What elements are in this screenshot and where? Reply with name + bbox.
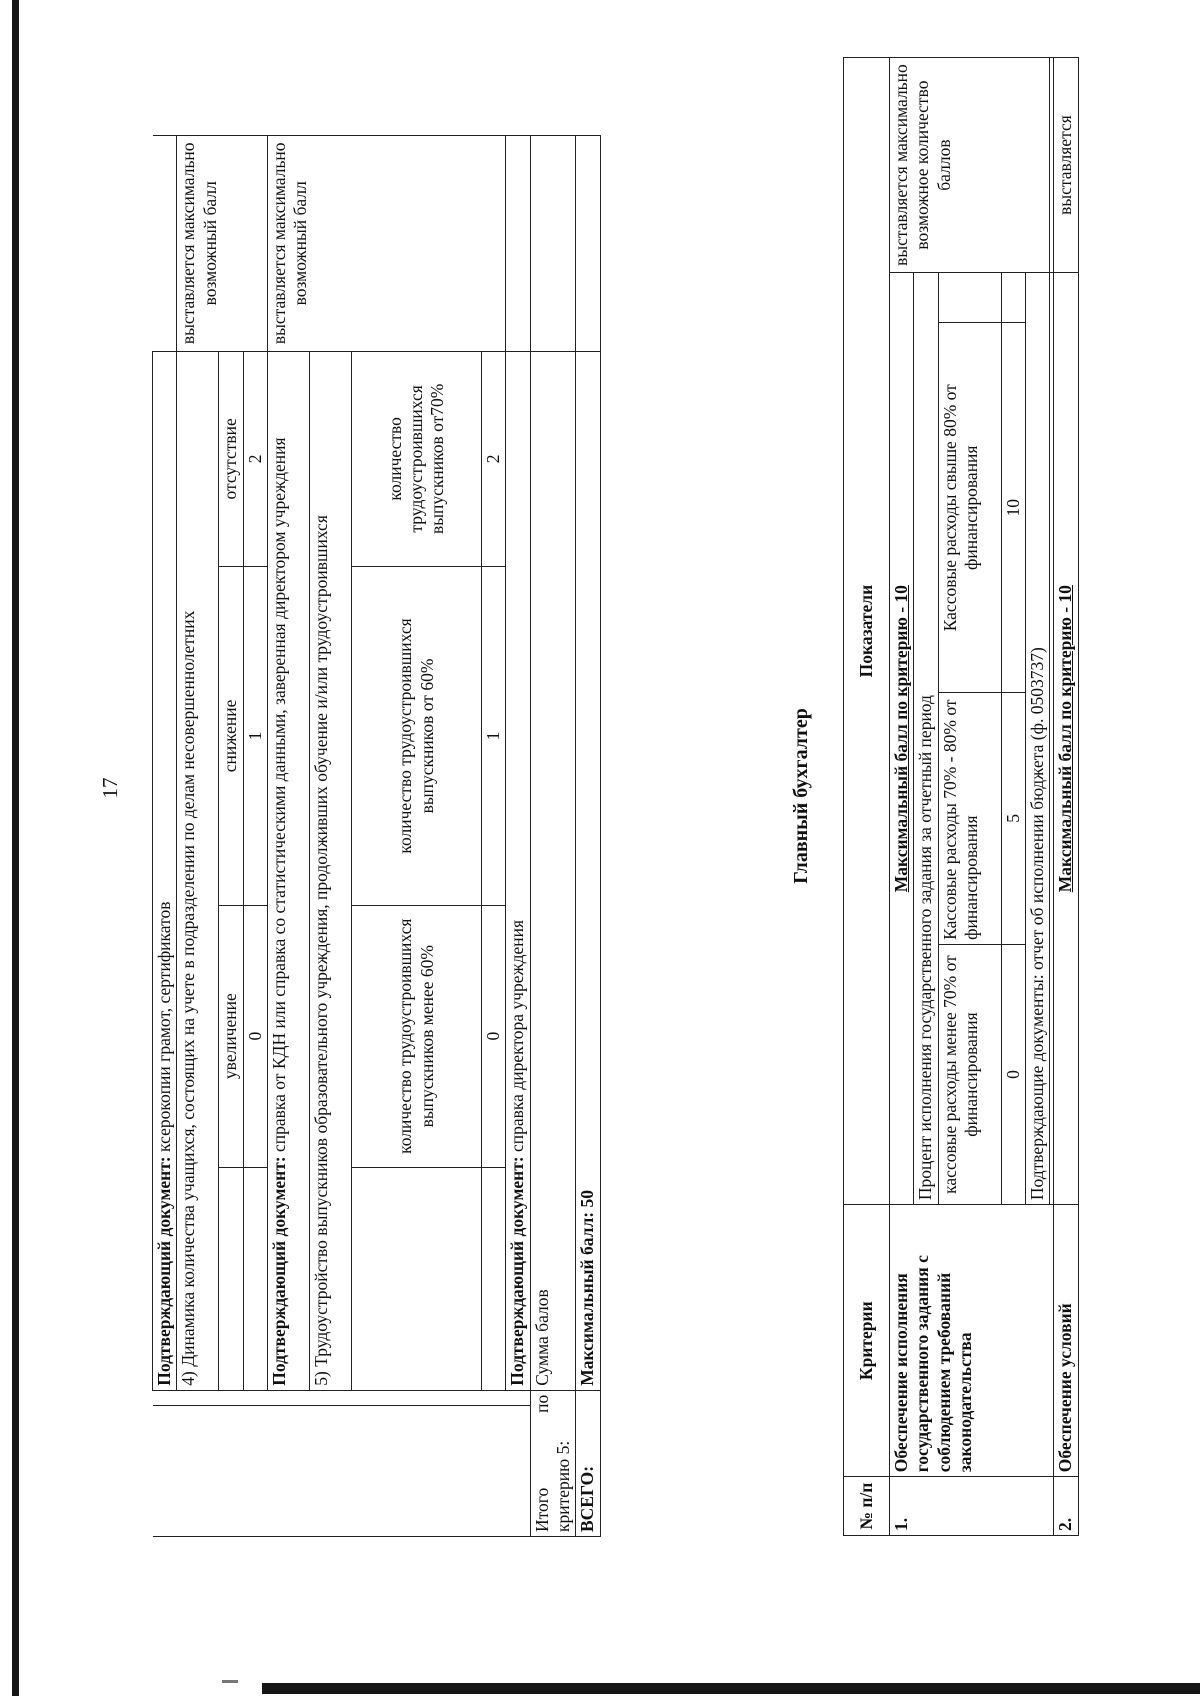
row2-max-score: Максимальный балл по критерию - 10: [1054, 273, 1078, 1205]
confirm-text: ксерокопии грамот, сертификатов: [154, 901, 174, 1152]
confirm-label: Подтверждающий документ:: [154, 1156, 174, 1386]
header-criteria: Критерии: [844, 1205, 890, 1477]
confirm-text: справка от КДН или справка со статистическими данными, заверенная директором учреждения: [269, 437, 290, 1152]
row1-indicator-text: Процент исполнения государственного задания за отчетный период: [914, 273, 938, 1205]
crit5-score: 2: [482, 351, 506, 567]
header-indicators: Показатели: [844, 58, 890, 1205]
row2-num: 2.: [1054, 1477, 1078, 1536]
confirm-text: справка директора учреждения: [507, 919, 528, 1152]
page-number: 17: [98, 777, 122, 799]
row-crit4-text: [177, 136, 219, 1537]
header-num: № п/п: [844, 1477, 890, 1536]
total-text: Сумма балов: [530, 351, 576, 1390]
row1-score: 5: [1001, 692, 1025, 944]
row-confirm-director: [506, 136, 530, 1537]
row1-note: выставляется максимально возможное количество баллов: [890, 58, 1050, 273]
crit5-score: 1: [482, 567, 506, 906]
evaluation-table-bottom: [843, 57, 1079, 1536]
row-confirm-copies: [153, 136, 177, 1537]
crit4-note: выставляется максимально возможный балл: [177, 136, 268, 352]
grand-text: Максимальный балл: 50: [576, 351, 600, 1390]
confirm-label: Подтверждающий документ:: [507, 1156, 528, 1386]
confirm-copies-cell: [153, 351, 177, 1390]
crit5-option: количество трудоустроившихся выпускников менее 60%: [352, 905, 482, 1167]
crit4-option: снижение: [219, 567, 243, 906]
row1-confirm-text: Подтверждающие документы: отчет об исполнении бюджета (ф. 0503737): [1026, 273, 1050, 1205]
row2: [1054, 58, 1078, 1536]
row1-max-score: Максимальный балл по критерию - 10: [890, 273, 914, 1205]
confirm-director-cell: [506, 351, 530, 1390]
row1-option: Кассовые расходы 70% - 80% от финансирования: [938, 692, 1001, 944]
total-label: Итого по критерию 5:: [530, 1390, 576, 1536]
row2-criterion: Обеспечение условий: [1054, 1205, 1078, 1477]
row-total: [530, 136, 576, 1537]
row1-option: кассовые расходы менее 70% от финансирования: [938, 944, 1001, 1204]
header-row: [844, 58, 890, 1536]
crit4-option: отсутствие: [219, 351, 243, 567]
grand-label: ВСЕГО:: [576, 1390, 600, 1536]
crit5-text: 5) Трудоустройство выпускников образовательного учреждения, продолживших обучение и/или трудоустроившихся: [310, 351, 352, 1390]
section-title: Главный бухгалтер: [790, 708, 812, 884]
confirm-kdn-cell: [268, 351, 310, 1390]
evaluation-table-top: [152, 135, 601, 1537]
crit4-score: 1: [243, 567, 267, 906]
crit5-note: выставляется максимально возможный балл: [268, 136, 506, 352]
row1-num: 1.: [890, 1477, 1054, 1536]
crit5-score: 0: [482, 905, 506, 1167]
row1-max: [890, 58, 914, 1536]
crit4-score: 2: [243, 351, 267, 567]
row-confirm-kdn: [268, 136, 310, 1537]
row2-note: выставляется: [1054, 58, 1078, 273]
row1-criterion: Обеспечение исполнения государственного задания с соблюдением требований законодательства: [890, 1205, 1054, 1477]
row1-score: 10: [1001, 323, 1025, 692]
confirm-label: Подтверждающий документ:: [269, 1156, 290, 1386]
crit4-text: 4) Динамика количества учащихся, состоящих на учете в подразделении по делам несовершеннолетних: [177, 351, 219, 1390]
row-grand-total: [576, 136, 600, 1537]
crit4-option: увеличение: [219, 905, 243, 1167]
row1-score: 0: [1001, 944, 1025, 1204]
crit5-option: количество трудоустроившихся выпускников от 60%: [352, 567, 482, 906]
crit5-option: количество трудоустроившихся выпускников от70%: [352, 351, 482, 567]
crit4-score: 0: [243, 905, 267, 1167]
row1-option: Кассовые расходы свыше 80% от финансирования: [938, 323, 1001, 692]
